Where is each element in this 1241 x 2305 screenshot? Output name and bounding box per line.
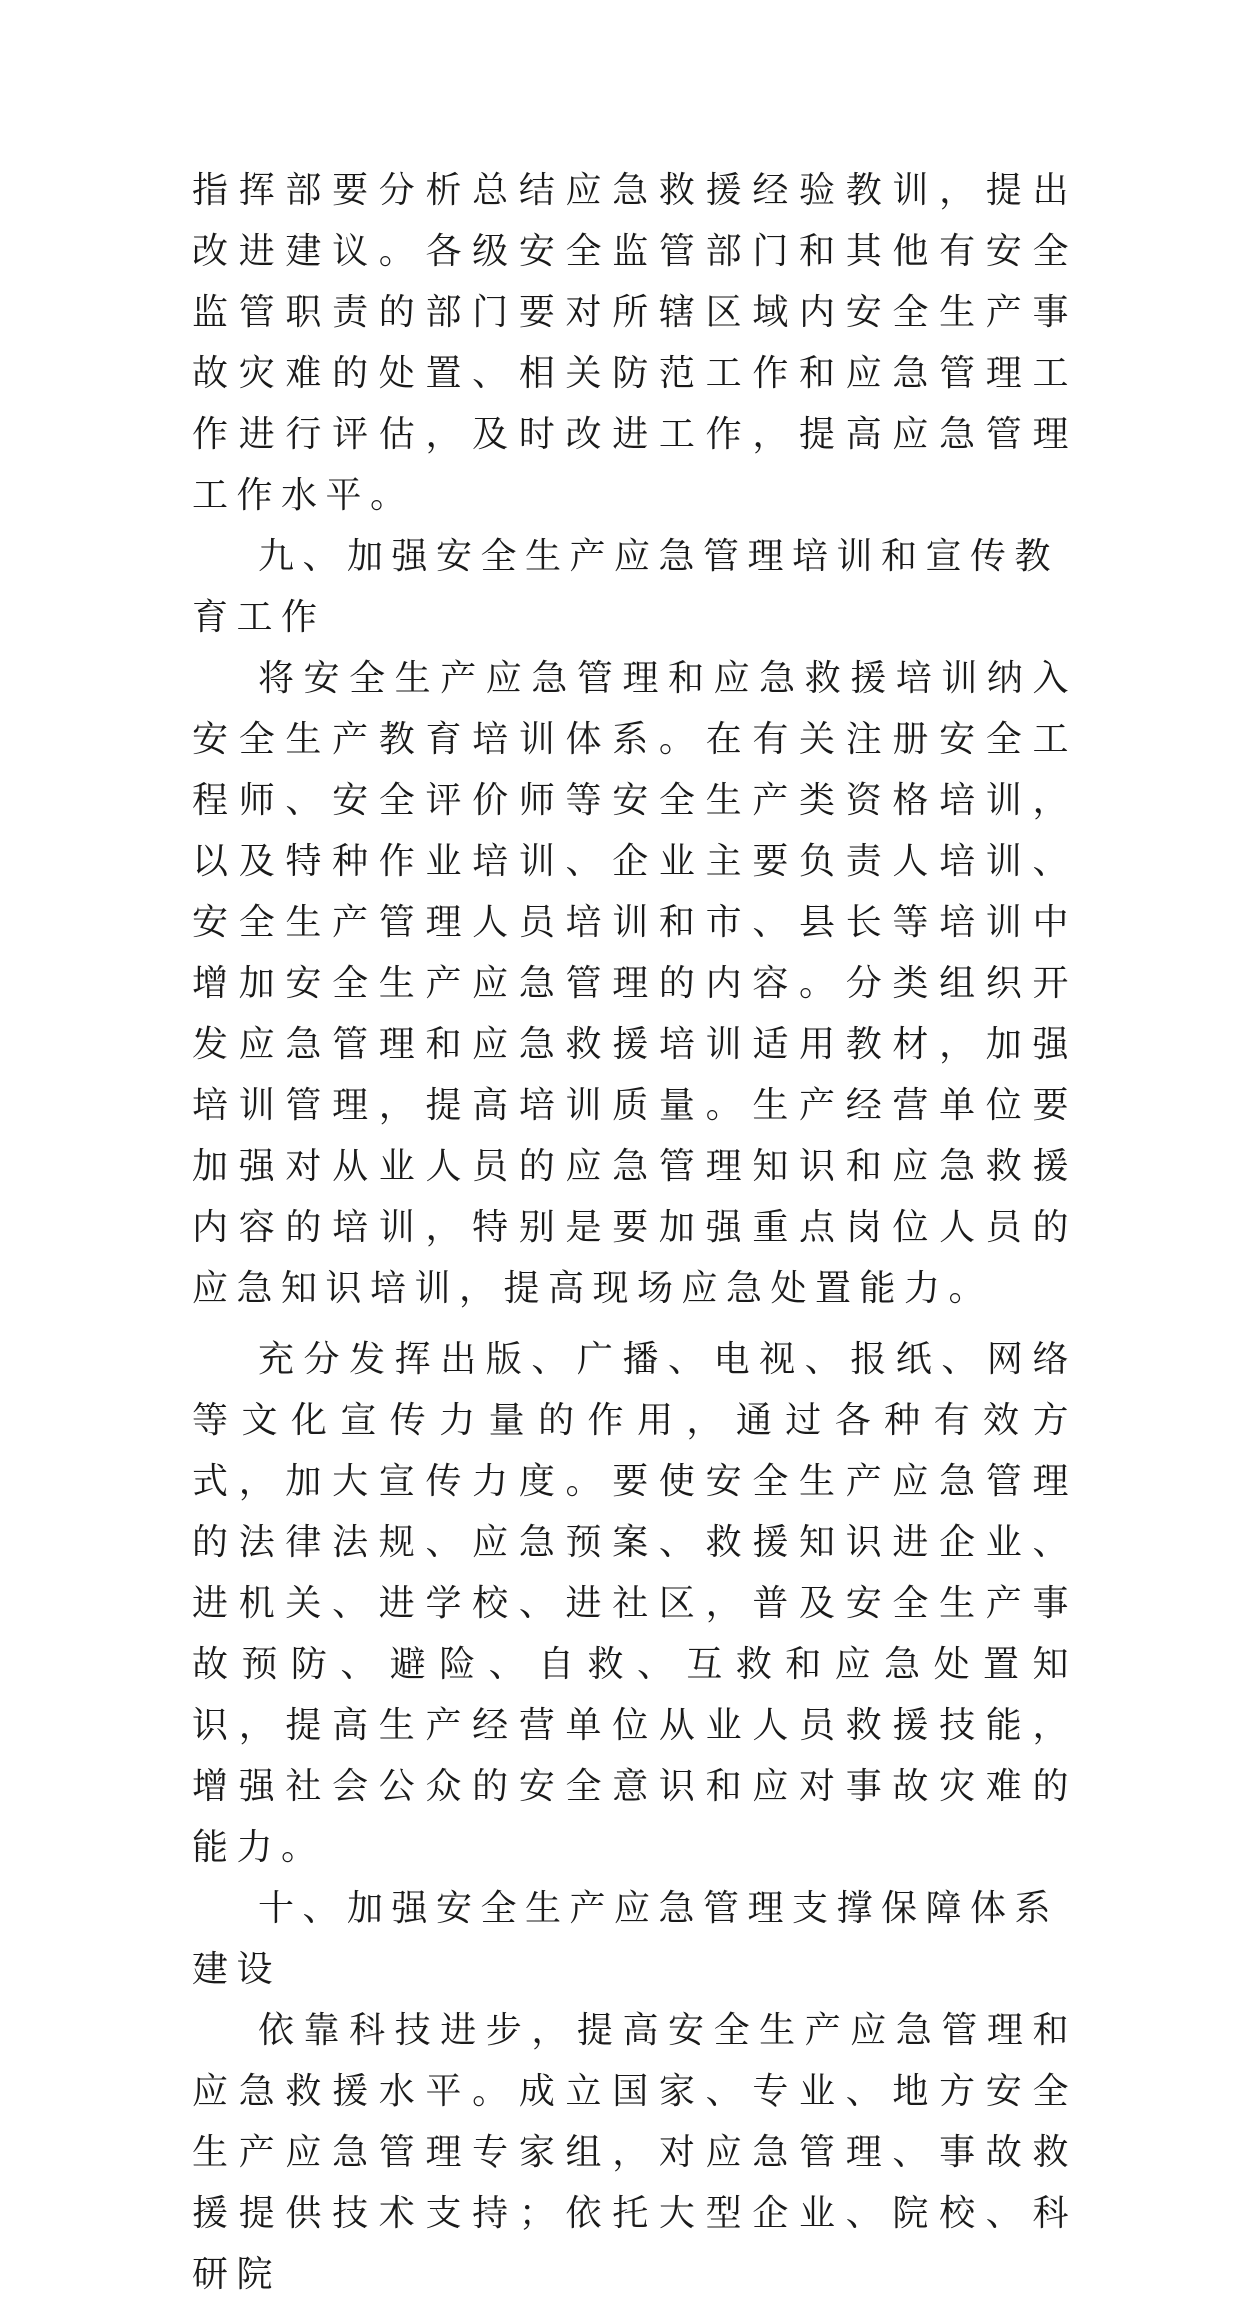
section-heading-ten: 十、加强安全生产应急管理支撑保障体系建设 [192, 1888, 1060, 1990]
document-body [192, 160, 1077, 2305]
paragraph-tech-support: 依靠科技进步，提高安全生产应急管理和应急救援水平。成立国家、专业、地方安全生产应急管理专家组，对应急管理、事故救援提供技术支持；依托大型企业、院校、科研院 [192, 2010, 1077, 2295]
paragraph-publicity: 充分发挥出版、广播、电视、报纸、网络等文化宣传力量的作用，通过各种有效方式，加大宣传力度。要使安全生产应急管理的法律法规、应急预案、救援知识进企业、进机关、进学校、进社区，普及安全生产事故预防、避险、自救、互救和应急处置知识，提高生产经营单位从业人员救援技能，增强社会公众的安全意识和应对事故灾难的能力。 [192, 1339, 1077, 1868]
paragraph-training-system: 将安全生产应急管理和应急救援培训纳入安全生产教育培训体系。在有关注册安全工程师、安全评价师等安全生产类资格培训，以及特种作业培训、企业主要负责人培训、安全生产管理人员培训和市、县长等培训中增加安全生产应急管理的内容。分类组织开发应急管理和应急救援培训适用教材，加强培训管理，提高培训质量。生产经营单位要加强对从业人员的应急管理知识和应急救援内容的培训，特别是要加强重点岗位人员的应急知识培训，提高现场应急处置能力。 [192, 658, 1077, 1309]
paragraph-spacer [192, 1319, 1077, 1329]
section-heading-nine: 九、加强安全生产应急管理培训和宣传教育工作 [192, 536, 1060, 638]
paragraph-lessons-learned: 指挥部要分析总结应急救援经验教训，提出改进建议。各级安全监管部门和其他有安全监管职责的部门要对所辖区域内安全生产事故灾难的处置、相关防范工作和应急管理工作进行评估，及时改进工作，提高应急管理工作水平。 [192, 170, 1077, 516]
